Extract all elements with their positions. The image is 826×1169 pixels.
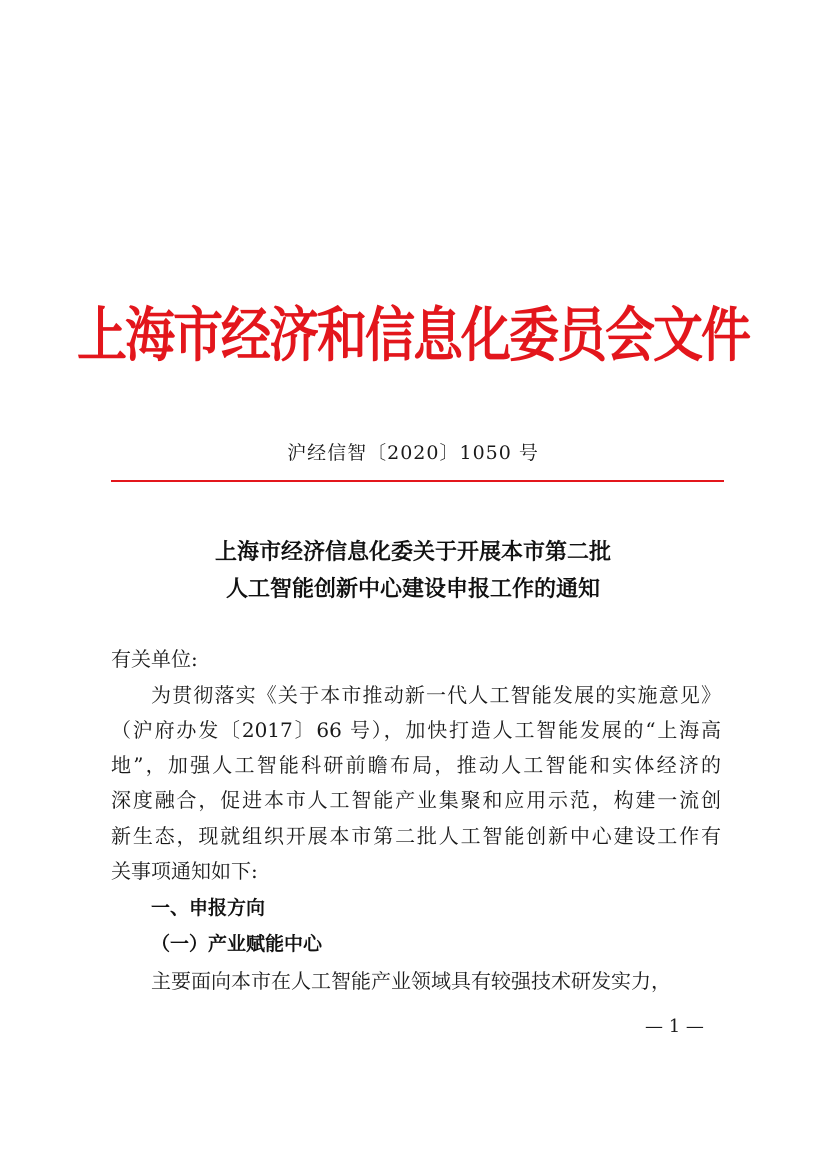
paragraph-line: 新生态，现就组织开展本市第二批人工智能创新中心建设工作有 — [111, 824, 721, 848]
red-divider-line — [111, 480, 724, 482]
issuer-header: 上海市经济和信息化委员会文件 — [77, 299, 749, 370]
paragraph-line: 地”，加强人工智能科研前瞻布局，推动人工智能和实体经济的 — [111, 753, 721, 777]
page-number: — 1 — — [645, 1016, 704, 1037]
section-heading: 一、申报方向 — [151, 897, 266, 919]
paragraph-line: 关事项通知如下: — [111, 859, 258, 883]
paragraph-line: 深度融合，促进本市人工智能产业集聚和应用示范，构建一流创 — [111, 788, 721, 812]
document-title-line-1: 上海市经济信息化委关于开展本市第二批 — [214, 539, 611, 565]
paragraph-line: 为贯彻落实《关于本市推动新一代人工智能发展的实施意见》 — [151, 683, 721, 707]
subsection-heading: （一）产业赋能中心 — [151, 933, 323, 955]
paragraph-line: （沪府办发〔2017〕66 号），加快打造人工智能发展的“上海高 — [111, 718, 721, 742]
salutation: 有关单位: — [111, 647, 198, 671]
paragraph-line: 主要面向本市在人工智能产业领域具有较强技术研发实力， — [151, 969, 671, 993]
document-number: 沪经信智〔2020〕1050 号 — [287, 442, 539, 464]
document-title-line-2: 人工智能创新中心建设申报工作的通知 — [225, 576, 600, 602]
